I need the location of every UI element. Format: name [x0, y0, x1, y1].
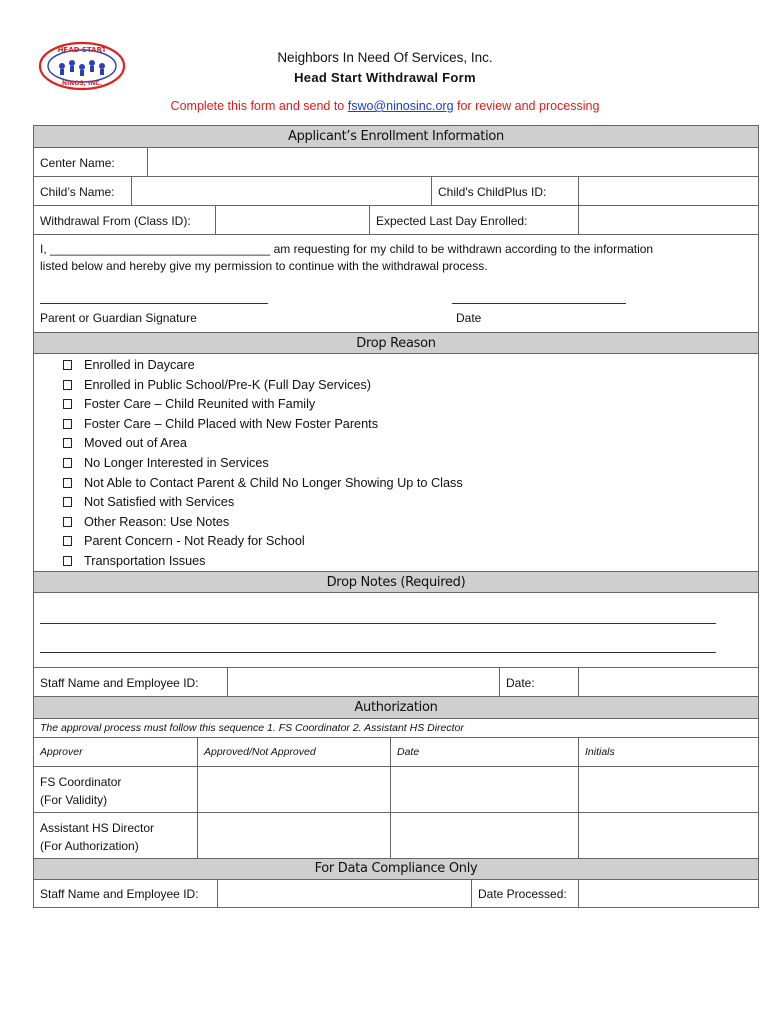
authorization-sequence-note: The approval process must follow this sequence 1. FS Coordinator 2. Assistant HS Director	[40, 722, 464, 734]
drop-reason-item[interactable]: Other Reason: Use Notes	[63, 513, 463, 533]
drop-notes-staff-row	[34, 667, 758, 697]
assistant-director-approved-field[interactable]	[197, 813, 390, 858]
drop-reason-item[interactable]: No Longer Interested in Services	[63, 454, 463, 474]
col-date: Date	[397, 746, 420, 758]
form-instruction	[0, 99, 770, 113]
drop-notes-date-label-cell	[499, 668, 578, 696]
checkbox[interactable]	[63, 497, 72, 507]
date-processed-field[interactable]	[578, 880, 758, 908]
assistant-director-label: Assistant HS Director (For Authorization)	[40, 821, 155, 853]
logo-text-top: HEAD START	[57, 46, 107, 54]
signature-label: Parent or Guardian Signature	[40, 311, 197, 325]
checkbox[interactable]	[63, 458, 72, 468]
drop-notes-date-field[interactable]	[578, 668, 758, 696]
childplus-id-label-cell	[431, 177, 578, 205]
childplus-id-field[interactable]	[578, 177, 758, 205]
signature-line[interactable]	[40, 303, 268, 304]
drop-notes-staff-field[interactable]	[227, 668, 499, 696]
withdrawal-form	[33, 125, 759, 908]
fs-coordinator-row	[34, 767, 758, 813]
section-drop-notes-heading: Drop Notes (Required)	[34, 571, 758, 593]
section-drop-reason-heading: Drop Reason	[34, 332, 758, 354]
childs-name-row	[34, 177, 758, 206]
col-initials-cell	[578, 738, 758, 766]
drop-reason-item[interactable]: Not Able to Contact Parent & Child No Longer Showing Up to Class	[63, 474, 463, 494]
drop-notes-date-label: Date:	[506, 676, 535, 690]
assistant-director-initials-field[interactable]	[578, 813, 758, 858]
drop-notes-line-2[interactable]	[40, 652, 716, 653]
authorization-header-row	[34, 738, 758, 767]
withdrawal-from-field[interactable]	[215, 206, 369, 234]
drop-notes-staff-label: Staff Name and Employee ID:	[40, 676, 199, 690]
section-enrollment-heading: Applicant’s Enrollment Information	[34, 126, 758, 148]
drop-reason-item[interactable]: Parent Concern - Not Ready for School	[63, 532, 463, 552]
withdrawal-row	[34, 206, 758, 235]
center-name-field[interactable]	[147, 148, 758, 176]
organization-name: Neighbors In Need Of Services, Inc.	[277, 50, 493, 65]
checkbox[interactable]	[63, 399, 72, 409]
childs-name-label: Child’s Name:	[40, 185, 115, 199]
email-link[interactable]: fswo@ninosinc.org	[347, 99, 454, 113]
center-name-row	[34, 148, 758, 177]
logo-text-bottom: NINOS, INC.	[61, 80, 103, 87]
center-name-label: Center Name:	[40, 156, 115, 170]
signature-date-line[interactable]	[452, 303, 626, 304]
compliance-row	[34, 880, 758, 908]
compliance-staff-label: Staff Name and Employee ID:	[40, 887, 199, 901]
checkbox[interactable]	[63, 536, 72, 546]
checkbox[interactable]	[63, 478, 72, 488]
expected-last-day-label-cell	[369, 206, 578, 234]
date-processed-label: Date Processed:	[478, 887, 567, 901]
expected-last-day-field[interactable]	[578, 206, 758, 234]
checkbox[interactable]	[63, 438, 72, 448]
drop-notes-line-1[interactable]	[40, 623, 716, 624]
date-processed-label-cell	[471, 880, 578, 908]
drop-reason-item[interactable]: Foster Care – Child Placed with New Foster Parents	[63, 415, 463, 435]
drop-reason-list	[63, 356, 463, 572]
checkbox[interactable]	[63, 380, 72, 390]
checkbox[interactable]	[63, 419, 72, 429]
statement-line-2: listed below and hereby give my permission to continue with the withdrawal process.	[40, 259, 488, 273]
col-approved: Approved/Not Approved	[204, 746, 316, 758]
instruction-text-before: Complete this form and send to	[170, 99, 348, 113]
checkbox[interactable]	[63, 517, 72, 527]
childplus-id-label: Child's ChildPlus ID:	[438, 185, 547, 199]
fs-coordinator-initials-field[interactable]	[578, 767, 758, 812]
fs-coordinator-approved-field[interactable]	[197, 767, 390, 812]
withdrawal-from-label: Withdrawal From (Class ID):	[40, 214, 191, 228]
section-compliance-heading: For Data Compliance Only	[34, 859, 758, 880]
fs-coordinator-label: FS Coordinator (For Validity)	[40, 775, 122, 807]
drop-reason-item[interactable]: Foster Care – Child Reunited with Family	[63, 395, 463, 415]
col-initials: Initials	[585, 746, 615, 758]
drop-reason-item[interactable]: Moved out of Area	[63, 434, 463, 454]
compliance-staff-field[interactable]	[217, 880, 471, 908]
drop-reason-item[interactable]: Enrolled in Daycare	[63, 356, 463, 376]
expected-last-day-label: Expected Last Day Enrolled:	[376, 214, 528, 228]
drop-reason-item[interactable]: Transportation Issues	[63, 552, 463, 572]
col-date-cell	[390, 738, 578, 766]
signature-date-label: Date	[456, 311, 482, 325]
fs-coordinator-date-field[interactable]	[390, 767, 578, 812]
col-approver: Approver	[40, 746, 83, 758]
drop-reason-item[interactable]: Enrolled in Public School/Pre-K (Full Day Services)	[63, 376, 463, 396]
statement-line-1: I, _________________________________ am requesting for my child to be withdrawn according to the information	[40, 242, 654, 256]
form-title: Head Start Withdrawal Form	[294, 70, 476, 85]
childs-name-field[interactable]	[131, 177, 431, 205]
instruction-text-after: for review and processing	[453, 99, 600, 113]
assistant-director-date-field[interactable]	[390, 813, 578, 858]
permission-statement	[40, 241, 653, 275]
section-authorization-heading: Authorization	[34, 697, 758, 719]
checkbox[interactable]	[63, 360, 72, 370]
authorization-note-row	[34, 719, 758, 738]
checkbox[interactable]	[63, 556, 72, 566]
col-approved-cell	[197, 738, 390, 766]
drop-reason-item[interactable]: Not Satisfied with Services	[63, 493, 463, 513]
assistant-director-row	[34, 813, 758, 859]
